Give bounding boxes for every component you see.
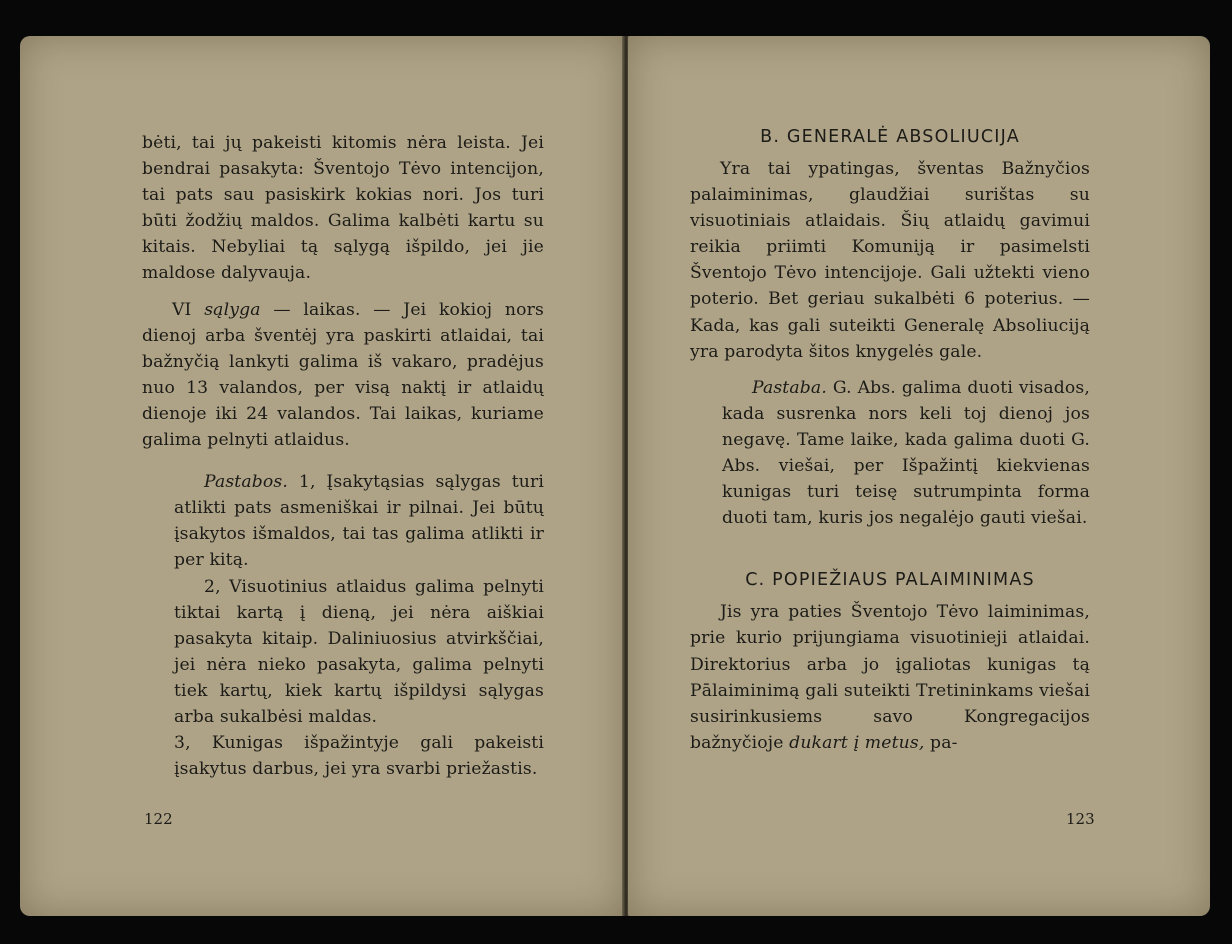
notes-label: Pastabos. <box>204 472 288 493</box>
paragraph-condition-six <box>142 297 544 454</box>
condition-text: — laikas. — Jei kokioj nors dienoj arba šventėj yra paskirti atlaidai, tai bažnyčią lankyti galima iš vakaro, pradėjus nuo 13 valandos, per visą naktį ir atlaidų dienoje iki 24 valandos. Tai laikas, kuriame galima pelnyti atlaidus. <box>142 299 544 451</box>
left-page-text <box>142 130 544 782</box>
remark-label: Pastaba. <box>752 377 827 398</box>
section-heading-b: B. GENERALĖ ABSOLIUCIJA <box>760 127 1020 147</box>
note-3: 3, Kunigas išpažintyje gali pakeisti įsakytus darbus, jei yra svarbi priežastis. <box>174 733 544 780</box>
left-page <box>20 36 624 916</box>
emphasis-twice-a-year: dukart į metus, <box>789 732 925 753</box>
page-number: 122 <box>144 810 173 828</box>
condition-label: sąlyga <box>204 299 261 320</box>
right-page <box>628 36 1210 916</box>
section-heading-c: C. POPIEŽIAUS PALAIMINIMAS <box>745 570 1035 591</box>
paragraph-general-absolution: Yra tai ypatingas, šventas Bažnyčios palaiminimas, glaudžiai surištas su visuotiniais atlaidais. Šių atlaidų gavimui reikia priimti Komuniją ir pasimelsti Šventojo Tėvo intencijoje. Gali užtekti vieno poterio. Bet geriau sukalbėti 6 poterius. — Kada, kas gali suteikti Generalę Absoliuciją yra parodyta šitos knygelės gale. <box>690 159 1090 362</box>
right-page-text <box>690 124 1090 756</box>
notes-block <box>174 469 544 782</box>
condition-number: VI <box>172 299 192 320</box>
paragraph-continued: bėti, tai jų pakeisti kitomis nėra leista. Jei bendrai pasakyta: Šventojo Tėvo intencijon, tai pats sau pasiskirk kokias nori. Jos turi būti žodžių maldos. Galima kalbėti kartu su kitais. Nebyliai tą sąlygą išpildo, jei jie maldose dalyvauja. <box>142 133 544 284</box>
remark-block <box>722 375 1090 532</box>
page-number: 123 <box>1066 810 1095 828</box>
note-2: 2, Visuotinius atlaidus galima pelnyti tiktai kartą į dieną, jei nėra aiškiai pasakyta kitaip. Daliniuosius atvirkščiai, jei nėra nieko pasakyta, galima pelnyti tiek kartų, kiek kartų išpildysi sąlygas arba sukalbėsi maldas. <box>174 576 544 727</box>
note-1: Pastabos. 1, Įsakytąsias sąlygas turi atlikti pats asmeniškai ir pilnai. Jei būtų įsakytos išmaldos, tai tas galima atlikti ir per kitą. <box>174 472 544 571</box>
remark: Pastaba. G. Abs. galima duoti visados, kada susrenka nors keli toj dienoj jos negavę. Tame laike, kada galima duoti G. Abs. viešai, per Išpažintį kiekvienas kunigas turi teisę sutrumpinta forma duoti tam, kuris jos negalėjo gauti viešai. <box>722 377 1090 529</box>
paragraph-papal-blessing: Jis yra paties Šventojo Tėvo laiminimas, prie kurio prijungiama visuotinieji atlaidai. Direktorius arba jo įgaliotas kunigas tą Pālaiminimą gali suteikti Tretininkams viešai susirinkusiems savo Kongregacijos bažnyčioje dukart į metus, pa- <box>690 602 1090 753</box>
